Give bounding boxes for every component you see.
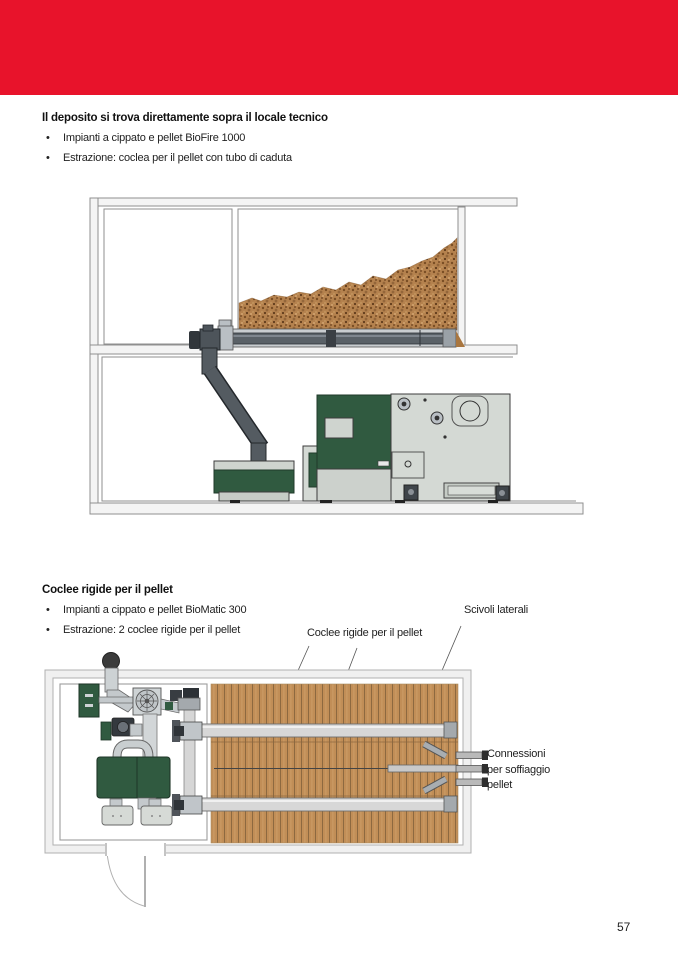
bullet-text: Impianti a cippato e pellet BioFire 1000 (63, 132, 246, 144)
label-side-chutes: Scivoli laterali (464, 604, 529, 616)
diagram-storage-above-boiler (85, 195, 590, 525)
diagram-rigid-augers-plan (40, 598, 500, 913)
section1-bullet-1 (46, 132, 245, 144)
auger-drive-top (172, 720, 202, 742)
header-red-band (0, 0, 678, 95)
bullet-dot-icon (46, 132, 63, 144)
label-rigid-augers: Coclee rigide per il pellet (307, 627, 423, 639)
bullet-text: Estrazione: 2 coclee rigide per il pellet (63, 624, 241, 636)
bullet-text: Impianti a cippato e pellet BioMatic 300 (63, 604, 247, 616)
bullet-text: Estrazione: coclea per il pellet con tubo di caduta (63, 152, 292, 164)
storage-floor (211, 684, 458, 843)
auger-drive-bottom (172, 794, 202, 816)
chimney-icon (103, 653, 120, 670)
section1-heading: Il deposito si trova direttamente sopra il locale tecnico (42, 112, 328, 124)
label-blow-in-connections: Connessioni per soffiaggio pellet (487, 748, 551, 791)
section2-heading: Coclee rigide per il pellet (42, 584, 173, 596)
section1-bullet-2 (46, 152, 292, 164)
bullet-dot-icon (46, 152, 63, 164)
page-number: 57 (617, 920, 631, 934)
